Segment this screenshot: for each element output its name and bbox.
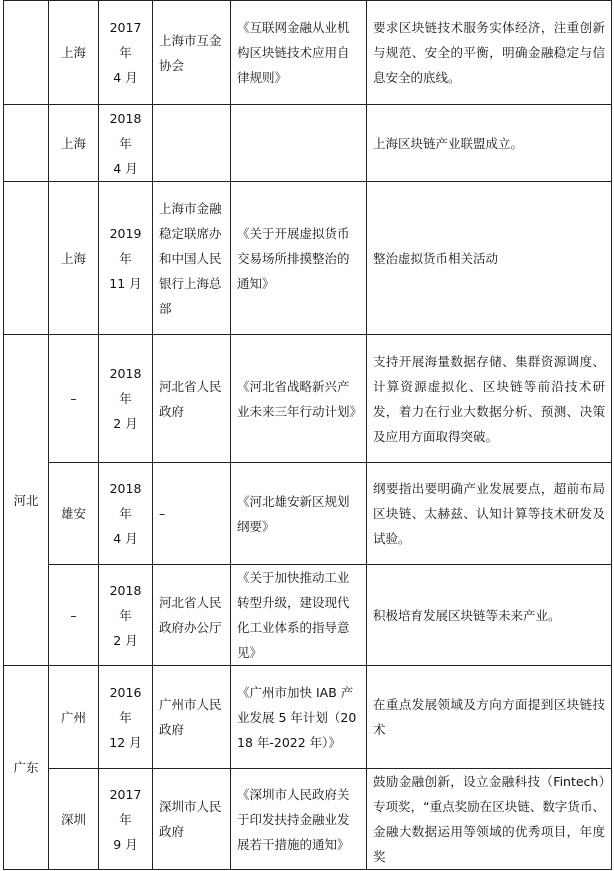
date-cell [99, 1, 153, 105]
document-cell: 《关于开展虚拟货币交易场所排摸整治的通知》 [231, 182, 367, 335]
issuer-cell [153, 105, 231, 182]
date-year: 2018 年 [109, 110, 142, 151]
issuer-cell: 河北省人民政府办公厅 [153, 565, 231, 666]
document-cell: 《河北雄安新区规划纲要》 [231, 463, 367, 565]
date-month: 11 月 [109, 275, 142, 291]
content-cell: 鼓励金融创新，设立金融科技（Fintech）专项奖，“重点奖励在区块链、数字货币、金融大数据运用等领域的优秀项目，年度奖 [367, 769, 612, 870]
date-cell [99, 769, 153, 870]
province-cell [4, 182, 49, 335]
table-row [4, 463, 612, 565]
document-cell: 《互联网金融从业机构区块链技术应用自律规则》 [231, 1, 367, 105]
date-month: 9 月 [113, 836, 138, 852]
issuer-cell: 深圳市人民政府 [153, 769, 231, 870]
date-year: 2018 年 [109, 481, 142, 521]
date-month: 2 月 [113, 416, 138, 431]
city-cell: 上海 [49, 1, 99, 105]
policy-table [3, 0, 612, 870]
content-cell: 在重点发展领域及方向方面提到区块链技术 [367, 666, 612, 769]
city-cell: – [49, 565, 99, 666]
issuer-cell: 上海市互金协会 [153, 1, 231, 105]
document-cell: 《广州市加快 IAB 产业发展 5 年计划（2018 年-2022 年）》 [231, 666, 367, 769]
table-row [4, 565, 612, 666]
date-cell [99, 182, 153, 335]
city-cell: – [49, 335, 99, 463]
date-month: 4 月 [113, 70, 138, 85]
city-cell: 深圳 [49, 769, 99, 870]
table-row [4, 769, 612, 870]
date-year: 2018 年 [109, 582, 142, 623]
issuer-cell: 广州市人民政府 [153, 666, 231, 769]
date-cell [99, 565, 153, 666]
document-cell [231, 105, 367, 182]
document-cell: 《关于加快推动工业转型升级，建设现代化工业体系的指导意见》 [231, 565, 367, 666]
date-year: 2017 年 [109, 20, 142, 60]
date-month: 2 月 [113, 632, 138, 648]
issuer-cell: – [153, 463, 231, 565]
content-cell: 要求区块链技术服务实体经济，注重创新与规范、安全的平衡，明确金融稳定与信息安全的底线。 [367, 1, 612, 105]
document-cell: 《河北省战略新兴产业未来三年行动计划》 [231, 335, 367, 463]
city-cell: 广州 [49, 666, 99, 769]
table-row [4, 105, 612, 182]
content-cell: 上海区块链产业联盟成立。 [367, 105, 612, 182]
city-cell: 上海 [49, 105, 99, 182]
date-cell [99, 105, 153, 182]
table-row [4, 335, 612, 463]
date-month: 12 月 [109, 734, 142, 750]
date-cell [99, 335, 153, 463]
province-cell [4, 105, 49, 182]
city-cell: 雄安 [49, 463, 99, 565]
date-year: 2017 年 [109, 786, 142, 827]
date-cell [99, 666, 153, 769]
table-row [4, 182, 612, 335]
table-row [4, 1, 612, 105]
province-cell: 河北 [4, 335, 49, 666]
content-cell: 纲要指出要明确产业发展要点，超前布局区块链、太赫兹、认知计算等技术研发及试验。 [367, 463, 612, 565]
province-cell [4, 1, 49, 105]
date-year: 2019 年 [109, 225, 142, 266]
document-cell: 《深圳市人民政府关于印发扶持金融业发展若干措施的通知》 [231, 769, 367, 870]
date-year: 2016 年 [109, 684, 142, 725]
content-cell: 整治虚拟货币相关活动 [367, 182, 612, 335]
city-cell: 上海 [49, 182, 99, 335]
issuer-cell: 上海市金融稳定联席办和中国人民银行上海总部 [153, 182, 231, 335]
issuer-cell: 河北省人民政府 [153, 335, 231, 463]
table-row [4, 666, 612, 769]
date-cell [99, 463, 153, 565]
date-year: 2018 年 [109, 366, 142, 406]
date-month: 4 月 [113, 160, 138, 176]
date-month: 4 月 [113, 531, 138, 546]
province-cell: 广东 [4, 666, 49, 870]
content-cell: 积极培育发展区块链等未来产业。 [367, 565, 612, 666]
content-cell: 支持开展海量数据存储、集群资源调度、计算资源虚拟化、区块链等前沿技术研发，着力在行业大数据分析、预测、决策及应用方面取得突破。 [367, 335, 612, 463]
